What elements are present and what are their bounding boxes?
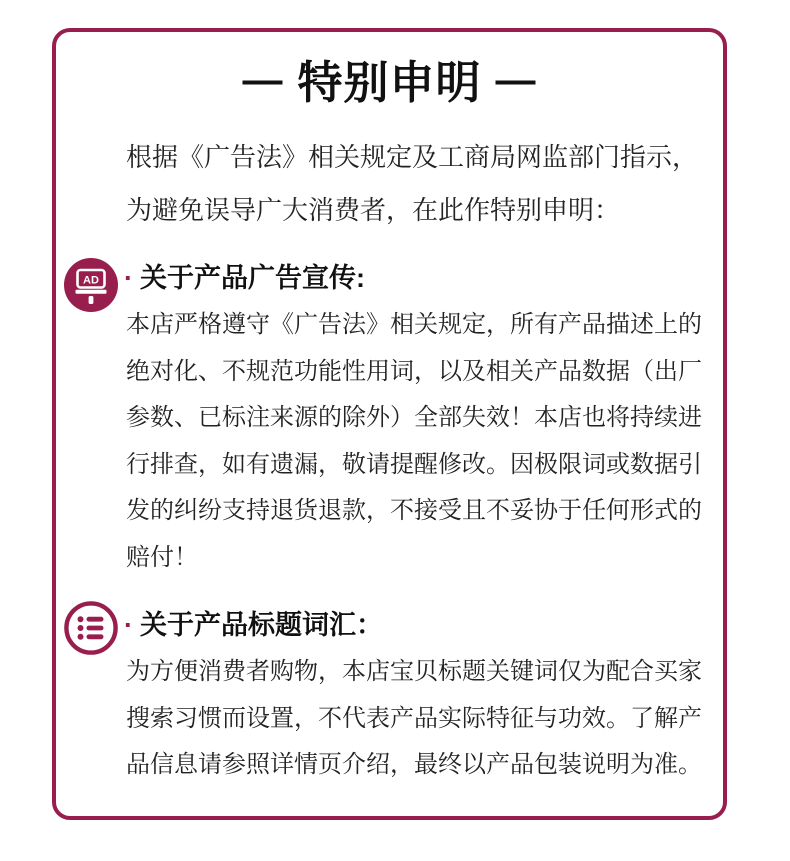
section-heading-title-words-text: 关于产品标题词汇： bbox=[140, 610, 383, 640]
text-line: 本店严格遵守《广告法》相关规定，所有产品描述上的 bbox=[126, 311, 702, 338]
heading-bullet: · bbox=[124, 263, 133, 293]
text-line: 行排查，如有遗漏，敬请提醒修改。因极限词或数据引 bbox=[126, 450, 702, 478]
text-line: 为避免误导广大消费者，在此作特别申明： bbox=[126, 195, 621, 225]
page-title-text: 特别申明 bbox=[297, 57, 482, 108]
section-heading-ad-text: 关于产品广告宣传: bbox=[140, 263, 365, 293]
ad-billboard-icon bbox=[64, 258, 118, 312]
heading-bullet: · bbox=[124, 610, 133, 640]
intro-text bbox=[126, 131, 726, 237]
page-title bbox=[56, 56, 723, 112]
text-line: 绝对化、不规范功能性用词，以及相关产品数据（出厂 bbox=[126, 357, 702, 385]
text-line: 发的纠纷支持退货退款，不接受且不妥协于任何形式的 bbox=[126, 497, 702, 524]
ad-icon-label: AD bbox=[83, 274, 99, 287]
statement-frame bbox=[52, 28, 727, 820]
section-body-title-words bbox=[126, 649, 731, 789]
text-line: 参数、已标注来源的除外）全部失效！本店也将持续进 bbox=[126, 404, 702, 431]
section-body-ad bbox=[126, 302, 731, 581]
text-line: 赔付！ bbox=[126, 543, 198, 571]
list-icon bbox=[64, 601, 118, 655]
text-line: 搜索习惯而设置，不代表产品实际特征与功效。了解产 bbox=[126, 704, 702, 732]
section-heading-ad bbox=[124, 253, 365, 303]
text-line: 品信息请参照详情页介绍，最终以产品包装说明为准。 bbox=[126, 751, 702, 778]
text-line: 为方便消费者购物，本店宝贝标题关键词仅为配合买家 bbox=[126, 658, 702, 685]
title-dash-right: — bbox=[495, 58, 537, 102]
text-line: 根据《广告法》相关规定及工商局网监部门指示， bbox=[126, 142, 699, 172]
section-heading-title-words bbox=[124, 600, 383, 650]
title-dash-left: — bbox=[242, 58, 284, 102]
